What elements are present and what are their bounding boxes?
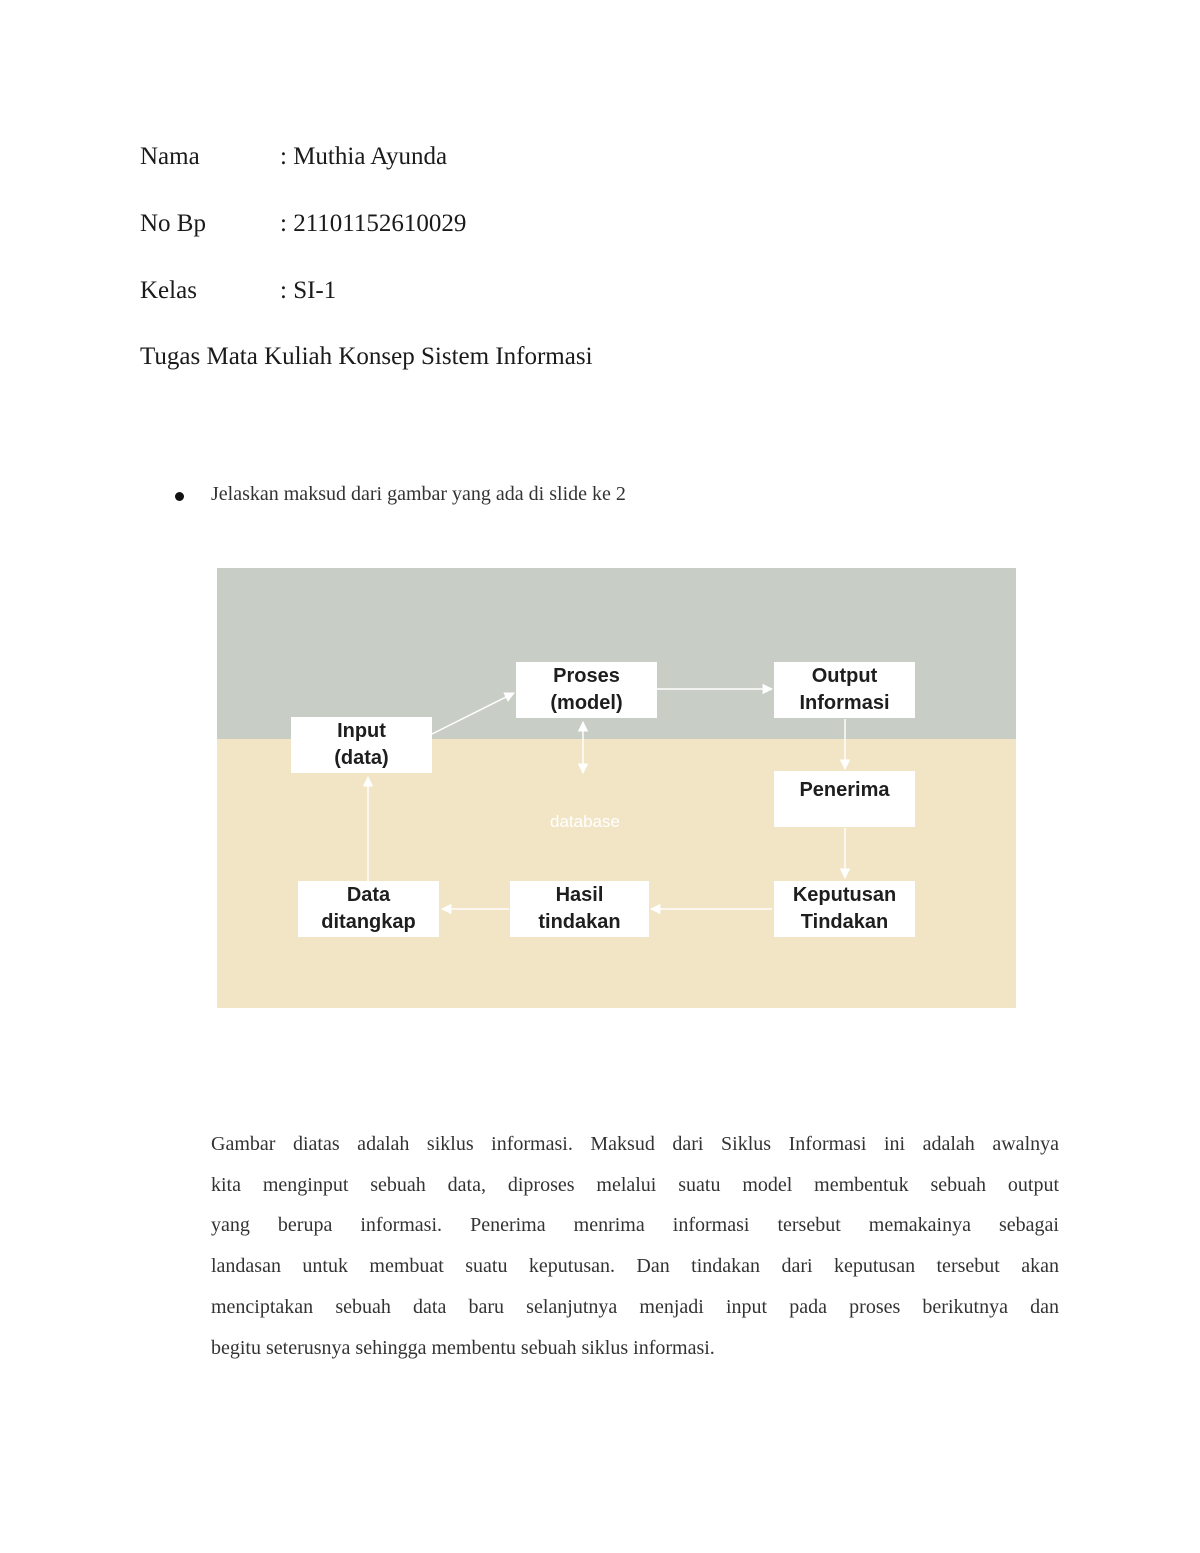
- information-cycle-diagram: [217, 568, 1016, 1008]
- field-kelas: [140, 277, 336, 305]
- field-value: : 21101152610029: [280, 210, 467, 237]
- field-value: : SI-1: [280, 277, 337, 304]
- answer-line: menciptakan sebuah data baru selanjutnya menjadi input pada proses berikutnya dan: [211, 1295, 1059, 1318]
- question-text: Jelaskan maksud dari gambar yang ada di slide ke 2: [211, 483, 626, 505]
- assignment-title: Tugas Mata Kuliah Konsep Sistem Informasi: [140, 343, 593, 370]
- answer-line: begitu seterusnya sehingga membentu sebuah siklus informasi.: [211, 1336, 715, 1359]
- field-value: : Muthia Ayunda: [280, 143, 448, 170]
- answer-paragraph: [211, 1124, 1059, 1368]
- field-nama: [140, 143, 447, 171]
- node-input: Input (data): [291, 717, 432, 773]
- field-label: Kelas: [140, 277, 197, 304]
- field-label: Nama: [140, 143, 200, 170]
- answer-line: yang berupa informasi. Penerima menrima informasi tersebut memakainya sebagai: [211, 1214, 1059, 1237]
- answer-line: kita menginput sebuah data, diproses melalui suatu model membentuk sebuah output: [211, 1173, 1059, 1196]
- node-keputusan: Keputusan Tindakan: [774, 881, 915, 937]
- field-no-bp: [140, 210, 466, 238]
- bullet-icon: [175, 492, 184, 501]
- node-data: Data ditangkap: [298, 881, 439, 937]
- database-label: database: [550, 812, 620, 831]
- node-output: Output Informasi: [774, 662, 915, 718]
- answer-line: landasan untuk membuat suatu keputusan. Dan tindakan dari keputusan tersebut akan: [211, 1255, 1059, 1278]
- node-proses: Proses (model): [516, 662, 657, 718]
- node-hasil: Hasil tindakan: [510, 881, 649, 937]
- field-label: No Bp: [140, 210, 206, 237]
- answer-line: Gambar diatas adalah siklus informasi. Maksud dari Siklus Informasi ini adalah awalnya: [211, 1133, 1059, 1155]
- arrow-input-proses: [432, 693, 514, 734]
- node-penerima: Penerima: [774, 771, 915, 827]
